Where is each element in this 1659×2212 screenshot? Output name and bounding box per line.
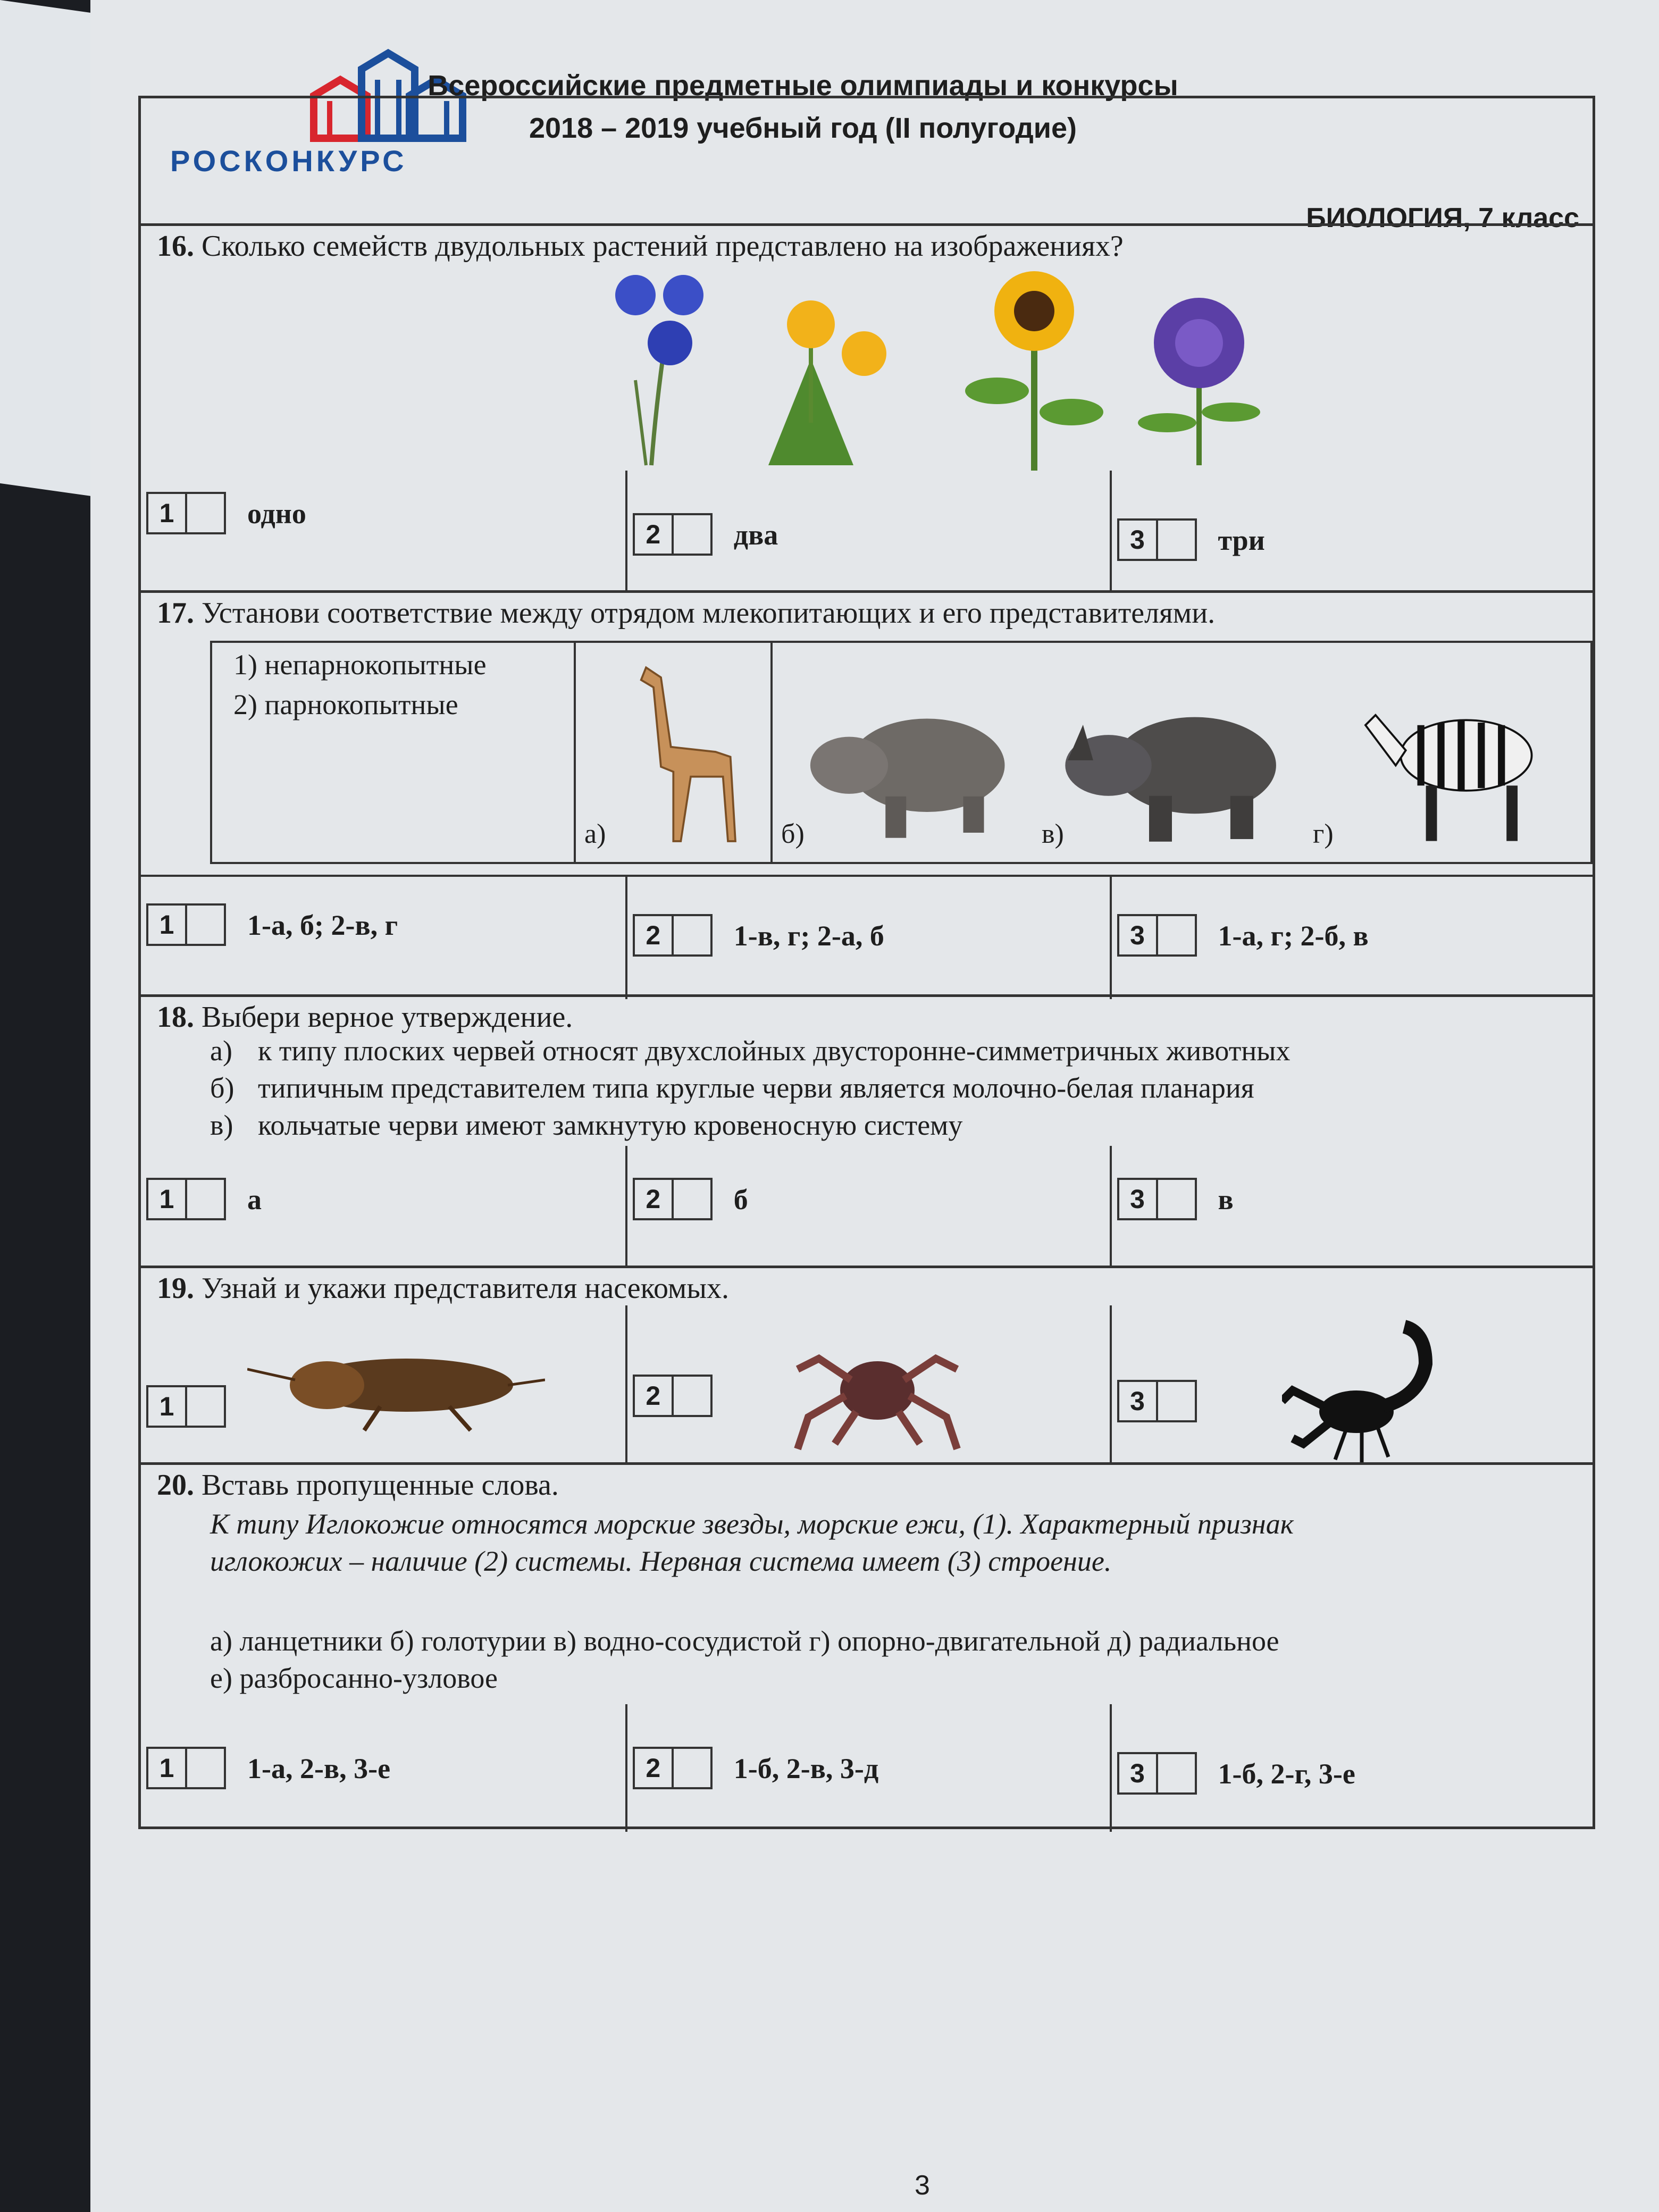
answer-checkbox[interactable]: 2 [633, 513, 713, 556]
option-label: 1-а, б; 2-в, г [247, 909, 398, 941]
answer-checkbox[interactable]: 2 [633, 1178, 713, 1220]
answer-checkbox[interactable]: 3 [1117, 518, 1197, 561]
answer-checkbox[interactable]: 1 [146, 1747, 226, 1789]
answer-checkbox[interactable]: 1 [146, 1385, 226, 1428]
animal-label-g: г) [1313, 819, 1334, 849]
answer-checkbox[interactable]: 3 [1117, 1380, 1197, 1422]
question-number: 16. [157, 230, 194, 263]
option-label: б [733, 1184, 748, 1216]
answer-checkbox[interactable]: 3 [1117, 1752, 1197, 1795]
passage-line-1: К типу Иглокожие относятся морские звезды, морские ежи, (1). Характерный признак [210, 1508, 1294, 1540]
content-frame [138, 96, 1595, 1829]
option-label: 1-в, г; 2-а, б [733, 920, 884, 952]
animal-label-a: а) [584, 819, 606, 849]
option-label: 1-б, 2-в, 3-д [733, 1753, 879, 1784]
answer-checkbox[interactable]: 1 [146, 492, 226, 534]
option-label: а [247, 1184, 262, 1216]
option-label: 1-а, г; 2-б, в [1218, 920, 1369, 952]
question-text: Вставь пропущенные слова. [202, 1469, 559, 1502]
question-number: 20. [157, 1469, 194, 1502]
subject-grade: БИОЛОГИЯ, 7 класс [1306, 203, 1579, 233]
option-label: в [1218, 1184, 1234, 1216]
passage-line-2: иглокожих – наличие (2) системы. Нервная система имеет (3) строение. [210, 1545, 1112, 1577]
statement-b: б) типичным представителем типа круглые черви является молочно-белая планария [210, 1072, 1254, 1104]
answer-checkbox[interactable]: 3 [1117, 914, 1197, 957]
logo-text: РОСКОНКУРС [170, 144, 407, 178]
answer-checkbox[interactable]: 1 [146, 1178, 226, 1220]
olympiad-title: Всероссийские предметные олимпиады и конкурсы [428, 70, 1178, 102]
statement-a: а) к типу плоских червей относят двухслойных двусторонне-симметричных животных [210, 1035, 1291, 1067]
question-text: Установи соответствие между отрядом млекопитающих и его представителями. [202, 597, 1216, 630]
answer-checkbox[interactable]: 1 [146, 903, 226, 946]
choices-line-2: е) разбросанно-узловое [210, 1662, 498, 1694]
worksheet-page [90, 0, 1659, 2212]
option-label: 1-а, 2-в, 3-е [247, 1753, 391, 1784]
choices-line-1: а) ланцетники б) голотурии в) водно-сосудистой г) опорно-двигательной д) радиальное [210, 1625, 1279, 1657]
page-number: 3 [915, 2170, 930, 2201]
order-item: 2) парнокопытные [233, 689, 458, 720]
animal-label-v: в) [1042, 819, 1064, 849]
answer-checkbox[interactable]: 2 [633, 1375, 713, 1417]
question-text: Выбери верное утверждение. [202, 1001, 573, 1034]
question-text: Сколько семейств двудольных растений представлено на изображениях? [202, 230, 1124, 263]
option-label: три [1218, 524, 1265, 556]
question-number: 17. [157, 597, 194, 630]
question-number: 18. [157, 1001, 194, 1034]
animal-label-b: б) [781, 819, 805, 849]
school-year: 2018 – 2019 учебный год (II полугодие) [529, 112, 1077, 144]
question-number: 19. [157, 1272, 194, 1305]
option-label: два [733, 519, 778, 551]
answer-checkbox[interactable]: 2 [633, 914, 713, 957]
answer-checkbox[interactable]: 2 [633, 1747, 713, 1789]
option-label: 1-б, 2-г, 3-е [1218, 1758, 1355, 1790]
question-text: Узнай и укажи представителя насекомых. [202, 1272, 729, 1305]
order-item: 1) непарнокопытные [233, 649, 487, 681]
option-label: одно [247, 498, 306, 530]
answer-checkbox[interactable]: 3 [1117, 1178, 1197, 1220]
statement-v: в) кольчатые черви имеют замкнутую кровеносную систему [210, 1109, 963, 1141]
